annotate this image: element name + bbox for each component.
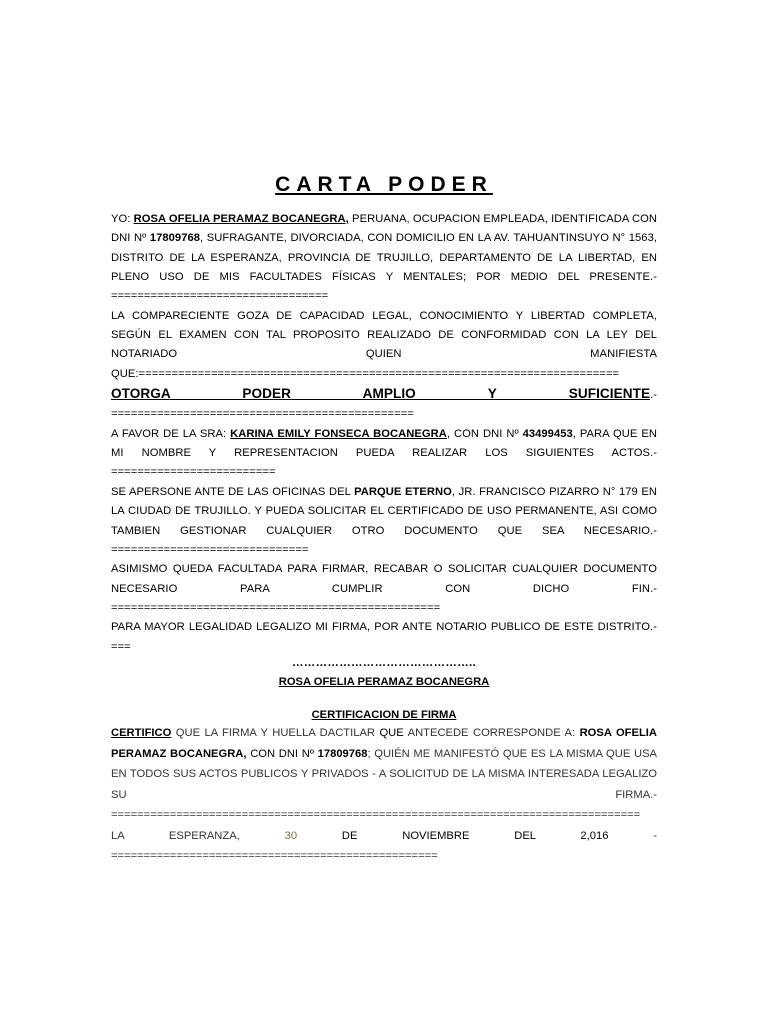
- place-name: PARQUE ETERNO: [354, 485, 452, 498]
- text-fragment: , CON DNI Nº: [446, 427, 523, 440]
- text-fragment: CON DNI Nº: [246, 747, 318, 760]
- text-fragment: QUE: [379, 727, 404, 739]
- text-fragment: .-==============================================: [111, 389, 657, 421]
- certification-paragraph: [111, 723, 657, 826]
- text-fragment: SE APERSONE ANTE DE LAS OFICINAS DEL: [111, 485, 355, 498]
- text-fragment: LA ESPERANZA,: [111, 829, 285, 842]
- signature-name-text: ROSA OFELIA PERAMAZ BOCANEGRA: [278, 676, 490, 688]
- text-fragment: , SUFRAGANTE, DIVORCIADA, CON DOMICILIO EN LA AV. TAHUANTINSUYO N° 1563, DISTRITO DE LA ESPERANZA, PROVINCIA DE TRUJILLO, DEPARTAMENTO DE LA LIBERTAD, EN PLENO USO DE MIS FACULTADES FÍSICAS Y MENTALES; POR MEDIO DEL PRESENTE.-=================================: [111, 232, 657, 303]
- signature-line: ………………………………………..: [292, 657, 476, 669]
- certified-dni: 17809768: [317, 747, 368, 760]
- paragraph-grantor: [111, 210, 657, 307]
- signature-name: [0, 676, 768, 688]
- text-fragment: QUE LA FIRMA Y HUELLA DACTILAR: [171, 727, 380, 739]
- grantor-dni: 17809768: [149, 232, 201, 245]
- attorney-name: KARINA EMILY FONSECA BOCANEGRA: [230, 427, 447, 440]
- grant-heading: OTORGA PODER AMPLIO Y SUFICIENTE: [111, 386, 651, 402]
- paragraph-legalization: PARA MAYOR LEGALIDAD LEGALIZO MI FIRMA, POR ANTE NOTARIO PUBLICO DE ESTE DISTRITO.-===: [111, 621, 657, 653]
- paragraph-acts: [111, 483, 657, 560]
- text-fragment: ANTECEDE CORRESPONDE A:: [403, 727, 580, 739]
- text-fragment: ; QUIÉN ME MANIFESTÓ QUE ES LA MISMA QUE USA EN TODOS SUS ACTOS PUBLICOS Y PRIVADOS - A SOLICITUD DE LA MISMA INTERESADA LEGALIZO SU FIRMA.- =================================================================================: [111, 747, 658, 821]
- document-title: CARTA PODER: [275, 173, 493, 196]
- text-fragment: PERUANA, OCUPACION EMPLEADA, IDENTIFICADA CON DNI Nº: [111, 213, 657, 245]
- paragraph-attorney: [111, 425, 657, 483]
- text-fragment: YO:: [111, 213, 134, 225]
- text-fragment: DE NOVIEMBRE DEL 2,016: [297, 829, 609, 842]
- document-body: [111, 210, 657, 657]
- date-day: 30: [284, 829, 298, 842]
- date-paragraph: [111, 826, 657, 867]
- paragraph-capacity: LA COMPARECIENTE GOZA DE CAPACIDAD LEGAL, CONOCIMIENTO Y LIBERTAD COMPLETA, SEGÚN EL EXAMEN CON TAL PROPOSITO REALIZADO DE CONFORMIDAD CON LA LEY DEL NOTARIADO QUIEN MANIFIESTA QUE:=========================================================================: [111, 309, 657, 380]
- paragraph-faculties: ASIMISMO QUEDA FACULTADA PARA FIRMAR, RECABAR O SOLICITAR CUALQUIER DOCUMENTO NECESARIO PARA CUMPLIR CON DICHO FIN.-==================================================: [111, 563, 657, 614]
- text-fragment: A FAVOR DE LA SRA:: [111, 427, 231, 440]
- text-fragment: , PARA QUE EN MI NOMBRE Y REPRESENTACION PUEDA REALIZAR LOS SIGUIENTES ACTOS.-=========================: [111, 427, 658, 479]
- certification-title: CERTIFICACION DE FIRMA: [311, 709, 457, 721]
- text-fragment: -==================================================: [111, 829, 657, 862]
- certification-body: [111, 723, 657, 867]
- text-fragment: , JR. FRANCISCO PIZARRO N° 179 EN LA CIUDAD DE TRUJILLO. Y PUEDA SOLICITAR EL CERTIFICADO DE USO PERMANENTE, ASI COMO TAMBIEN GESTIONAR CUALQUIER OTRO DOCUMENTO QUE SEA NECESARIO.-==============================: [111, 485, 657, 556]
- certified-name: ROSA OFELIA PERAMAZ BOCANEGRA,: [111, 727, 657, 760]
- certifico-heading: CERTIFICO: [111, 727, 172, 739]
- attorney-dni: 43499453: [522, 427, 573, 440]
- grantor-name: ROSA OFELIA PERAMAZ BOCANEGRA,: [133, 213, 349, 225]
- paragraph-grant: [111, 384, 657, 425]
